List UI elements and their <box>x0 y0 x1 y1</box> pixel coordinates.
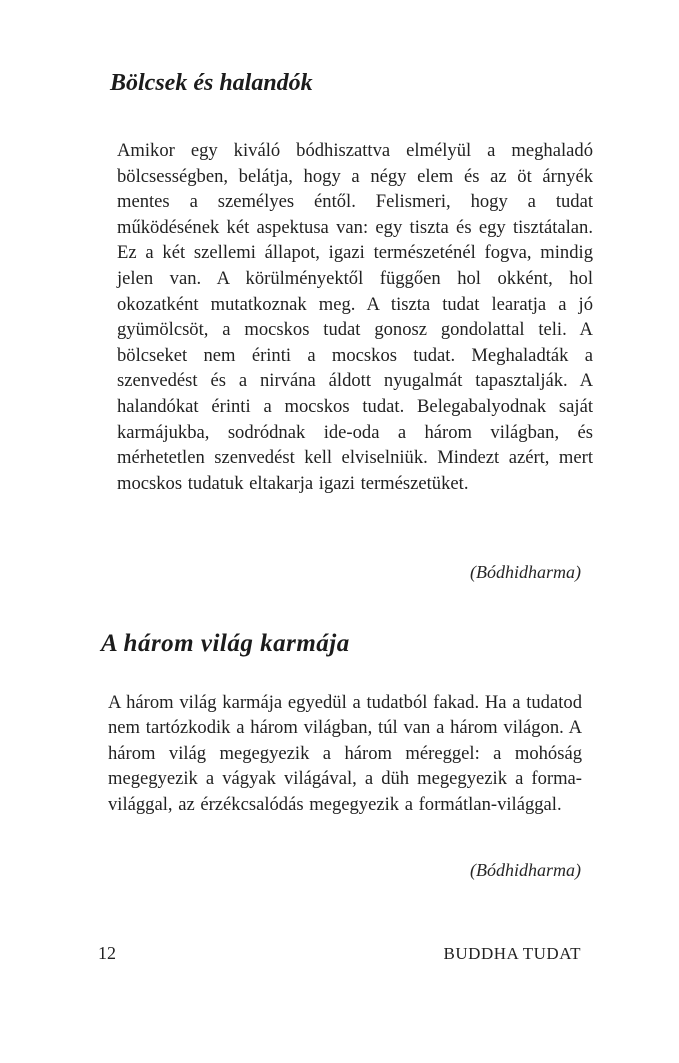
section-title-harom-vilag: A három világ karmája <box>101 630 350 657</box>
running-footer-book-title: BUDDHA TUDAT <box>443 944 581 963</box>
section-attribution-harom-vilag: (Bódhidharma) <box>470 860 581 880</box>
section-body-bolcsek: Amikor egy kiváló bódhiszattva elmélyül a meghaladó bölcsességben, belátja, hogy a négy elem és az öt árnyék mentes a személyes éntől. Felismeri, hogy a tudat működésének két aspektusa van: egy tiszta és egy tisztátalan. Ez a két szellemi állapot, igazi természeténél fogva, mindig jelen van. A körülményektől függően hol okként, hol okozatként mutatkoznak meg. A tiszta tudat learatja a jó gyümölcsöt, a mocskos tudat gonosz gondolattal teli. A bölcseket nem érinti a mocskos tudat. Meghaladták a szenvedést és a nirvána áldott nyugalmát tapasztalják. A halandókat érinti a mocskos tudat. Belegabalyodnak saját karmájukba, sodródnak ide-oda a három világban, és mérhetetlen szenvedést kell elviselniük. Mindezt azért, mert mocskos tudatuk eltakarja igazi természetüket. <box>117 140 593 494</box>
section-title-bolcsek: Bölcsek és halandók <box>110 70 313 96</box>
section-body-harom-vilag: A három világ karmája egyedül a tudatból fakad. Ha a tudatod nem tartózkodik a három világban, túl van a három világon. A három világ megegyezik a három méreggel: a mohóság megegyezik a vágyak világával, a düh megegyezik a forma-világgal, az érzékcsalódás megegyezik a formátlan-világgal. <box>108 692 582 815</box>
page-number: 12 <box>98 943 116 963</box>
section-attribution-bolcsek: (Bódhidharma) <box>470 562 581 582</box>
